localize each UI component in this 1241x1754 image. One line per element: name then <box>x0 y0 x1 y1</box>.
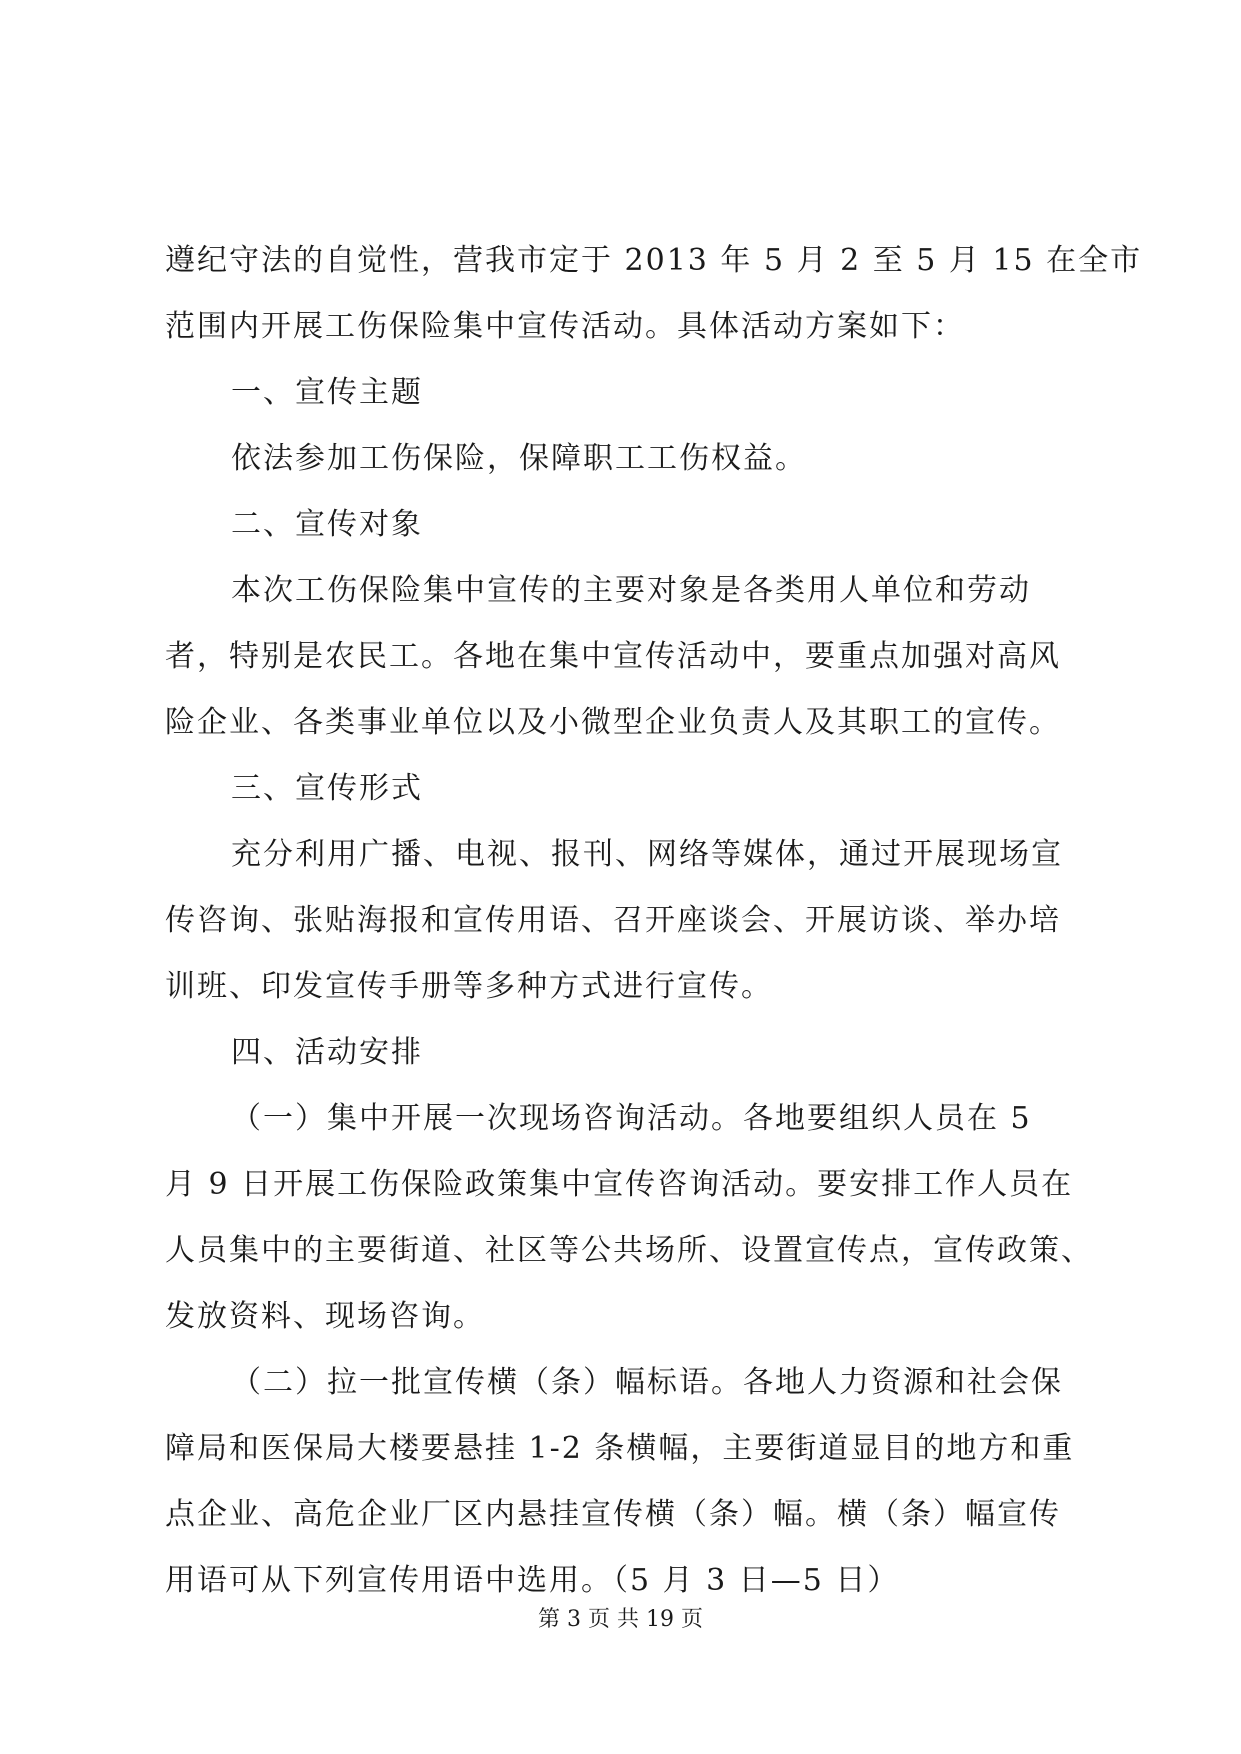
section-heading: 四、活动安排 <box>231 1035 423 1070</box>
text-line: 遵纪守法的自觉性，营我市定于 2013 年 5 月 2 至 5 月 15 在全市 <box>165 243 1143 278</box>
text-line: （一）集中开展一次现场咨询活动。各地要组织人员在 5 <box>231 1101 1032 1136</box>
text-line: 险企业、各类事业单位以及小微型企业负责人及其职工的宣传。 <box>165 705 1061 740</box>
text-line: 训班、印发宣传手册等多种方式进行宣传。 <box>165 969 773 1004</box>
section-heading: 二、宣传对象 <box>231 507 423 542</box>
text-line: 范围内开展工伤保险集中宣传活动。具体活动方案如下： <box>165 309 965 344</box>
text-line: 障局和医保局大楼要悬挂 1-2 条横幅，主要街道显目的地方和重 <box>165 1431 1075 1466</box>
text-line: 充分利用广播、电视、报刊、网络等媒体，通过开展现场宣 <box>231 837 1063 872</box>
text-line: 传咨询、张贴海报和宣传用语、召开座谈会、开展访谈、举办培 <box>165 903 1061 938</box>
text-line: 用语可从下列宣传用语中选用。（5 月 3 日—5 日） <box>165 1563 900 1598</box>
document-body <box>165 228 1143 1614</box>
page-number-footer: 第 3 页 共 19 页 <box>538 1607 703 1632</box>
text-line: 点企业、高危企业厂区内悬挂宣传横（条）幅。横（条）幅宣传 <box>165 1497 1061 1532</box>
text-line: 人员集中的主要街道、社区等公共场所、设置宣传点，宣传政策、 <box>165 1233 1093 1268</box>
text-line: 依法参加工伤保险，保障职工工伤权益。 <box>231 441 807 476</box>
text-line: 本次工伤保险集中宣传的主要对象是各类用人单位和劳动 <box>231 573 1031 608</box>
section-heading: 三、宣传形式 <box>231 771 423 806</box>
text-line: 者，特别是农民工。各地在集中宣传活动中，要重点加强对高风 <box>165 639 1061 674</box>
section-heading: 一、宣传主题 <box>231 375 423 410</box>
text-line: 月 9 日开展工伤保险政策集中宣传咨询活动。要安排工作人员在 <box>165 1167 1074 1202</box>
text-line: 发放资料、现场咨询。 <box>165 1299 485 1334</box>
text-line: （二）拉一批宣传横（条）幅标语。各地人力资源和社会保 <box>231 1365 1063 1400</box>
